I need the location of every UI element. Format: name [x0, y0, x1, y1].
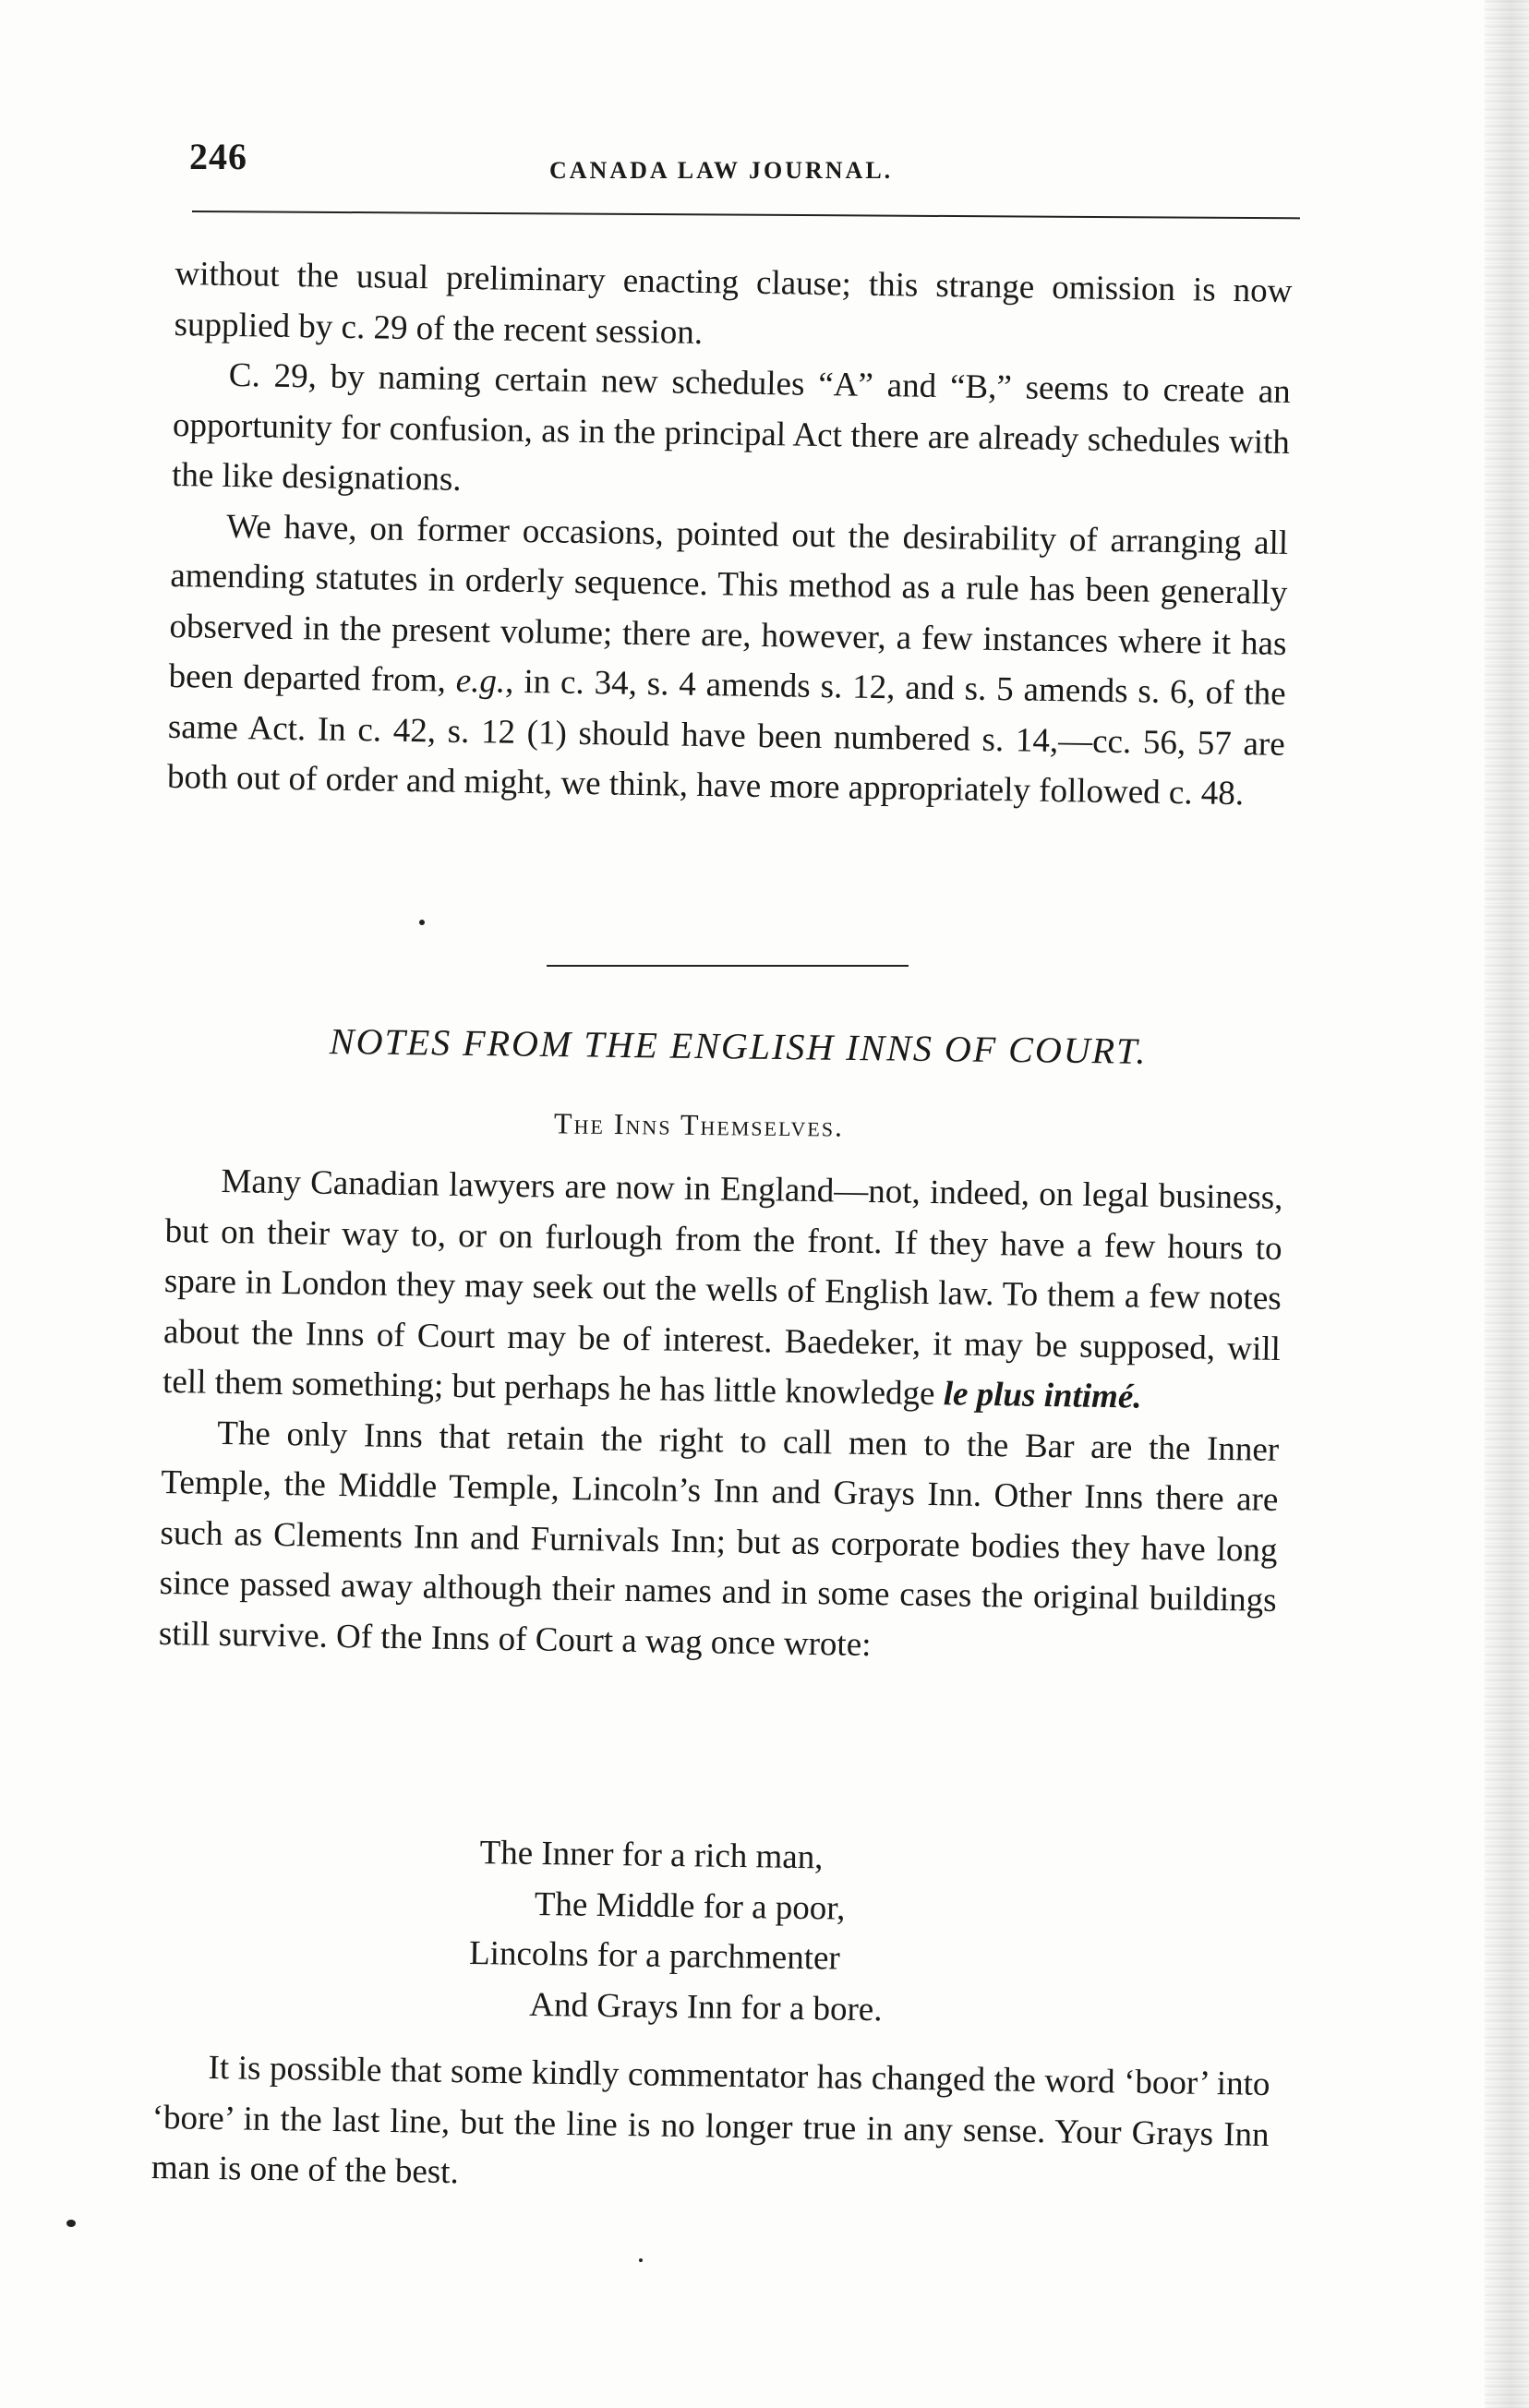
section-2-closing-text [150, 2042, 1270, 2210]
verse-line: And Grays Inn for a bore. [529, 1985, 883, 2029]
running-head: CANADA LAW JOURNAL. [549, 157, 894, 184]
italic-phrase: le plus intimé. [943, 1375, 1142, 1416]
paragraph-text: We have, on former occasions, pointed out the desirability of arranging all amending statutes in orderly sequence. This method as a rule has been generally observed in the present volume; there are, however, a few instances where it has been departed from, [168, 507, 1289, 700]
page-header [189, 129, 1297, 194]
page-number: 246 [189, 136, 247, 177]
scan-edge-noise [1485, 0, 1529, 2408]
paragraph: It is possible that some kindly commentator has changed the word ‘boor’ into ‘bore’ in the last line, but the line is no longer true in any sense. Your Grays Inn man is one of the best. [150, 2048, 1270, 2192]
paragraph-text: Many Canadian lawyers are now in England—not, indeed, on legal business, but on their way to, or on furlough from the front. If they have a few hours to spare in London they may seek out the wells of English law. To them a few notes about the Inns of Court may be of interest. Baedeker, it may be supposed, will tell them something; but perhaps he has little knowledge [162, 1162, 1283, 1414]
verse-line: The Middle for a poor, [534, 1884, 846, 1928]
verse-block [468, 1828, 1025, 2037]
section-1-text [167, 249, 1293, 820]
paragraph: C. 29, by naming certain new schedules “A” and “B,” seems to create an opportunity for confusion, as in the principal Act there are already schedules with the like designations. [171, 355, 1292, 499]
scan-speck [639, 2258, 643, 2262]
verse-line: The Inner for a rich man, [479, 1834, 824, 1877]
paragraph [167, 500, 1289, 820]
section-separator-rule [547, 965, 909, 967]
section-2-text [158, 1156, 1282, 1677]
header-rule [192, 211, 1300, 219]
verse-line: Lincolns for a parchmenter [468, 1933, 841, 1978]
section-title: NOTES FROM THE ENGLISH INNS OF COURT. [329, 1020, 1148, 1072]
paragraph: without the usual preliminary enacting clause; this strange omission is now supplied by c. 29 of the recent session. [174, 254, 1293, 352]
subsection-heading: The Inns Themselves. [553, 1106, 845, 1143]
scan-speck [419, 920, 425, 925]
italic-abbrev: e.g. [455, 661, 506, 701]
paragraph [163, 1156, 1283, 1425]
paragraph-text: , in c. 34, s. 4 amends s. 12, and s. 5 amends s. 6, of the same Act. In c. 42, s. 12 (1) should have been numbered s. 14,—cc. 56, 57 are both out of order and might, we think, have more appropriately followed c. 48. [166, 662, 1286, 813]
scan-speck [66, 2220, 76, 2227]
paragraph: The only Inns that retain the right to call men to the Bar are the Inner Temple, the Middle Temple, Lincoln’s Inn and Grays Inn. Other Inns there are such as Clements Inn and Furnivals Inn; but as corporate bodies they have long since passed away although their names and in some cases the original buildings still survive. Of the Inns of Court a wag once wrote: [158, 1414, 1280, 1664]
